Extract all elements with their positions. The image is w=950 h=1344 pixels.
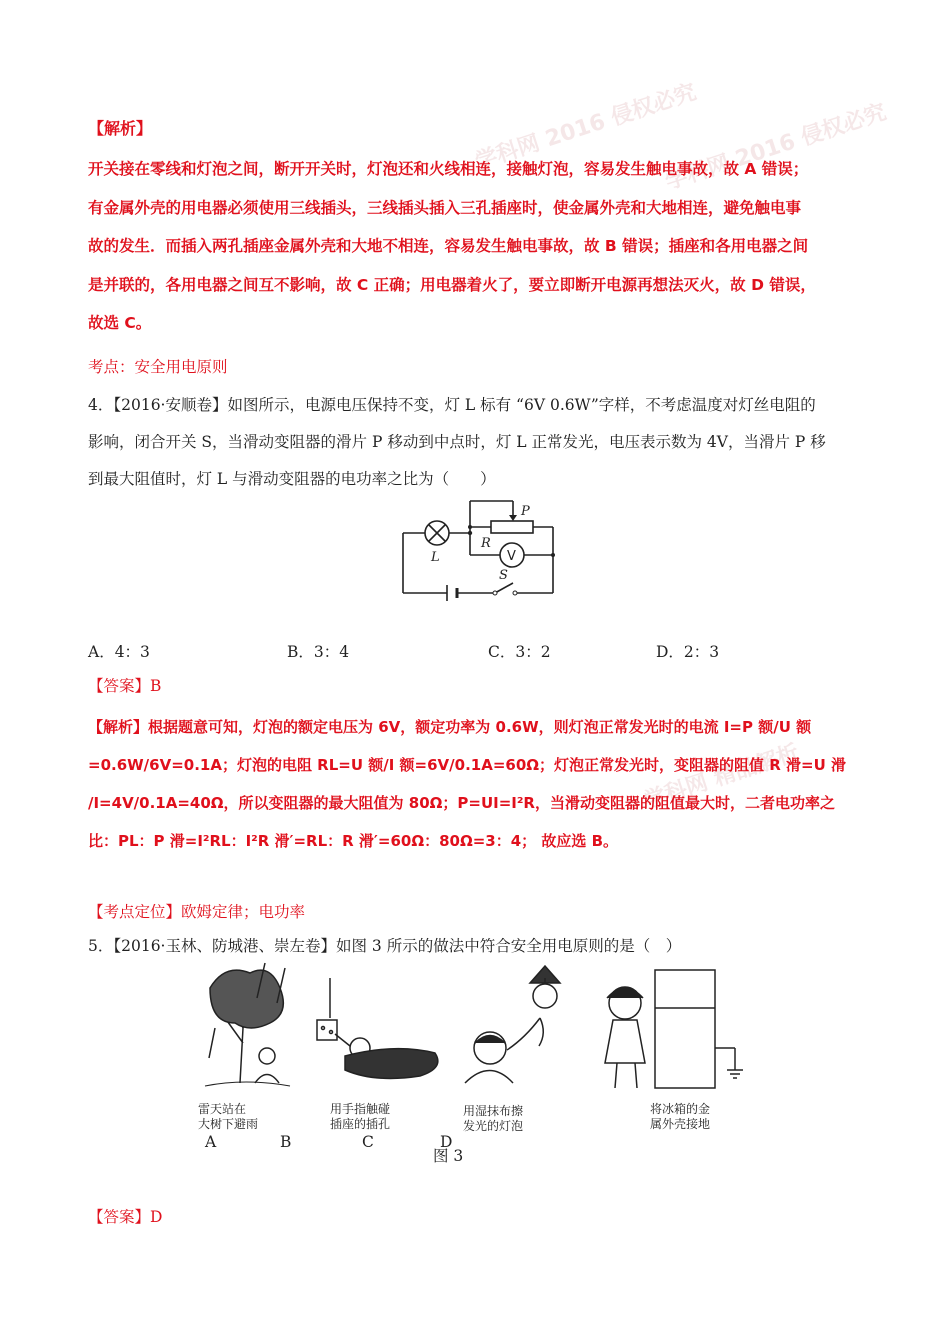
caption-line: 插座的插孔 xyxy=(330,1117,391,1131)
analysis-line: 开关接在零线和灯泡之间，断开开关时，灯泡还和火线相连，接触灯泡，容易发生触电事故，故 A 错误； xyxy=(88,160,809,178)
letter-b: B xyxy=(280,1133,292,1151)
caption-line: 属外壳接地 xyxy=(650,1117,711,1131)
option-d: D．2：3 xyxy=(656,643,720,661)
caption-line: 大树下避雨 xyxy=(198,1117,259,1131)
caption-c xyxy=(463,1104,523,1134)
fridge-grounding-illustration xyxy=(605,970,743,1088)
caption-line: 用手指触碰 xyxy=(330,1102,391,1116)
watermark: 学科网 精品解析 xyxy=(640,740,803,815)
watermark: 学科网 2016 侵权必究 xyxy=(662,99,890,195)
analysis-line: 有金属外壳的用电器必须使用三线插头，三线插头插入三孔插座时，使金属外壳和大地相连，避免触电事 xyxy=(88,198,802,217)
question-4 xyxy=(88,387,868,498)
caption-d xyxy=(650,1102,710,1132)
question-line: 影响，闭合开关 S，当滑动变阻器的滑片 P 移动到中点时，灯 L 正常发光，电压表示数为 4V，当滑片 P 移 xyxy=(88,433,826,451)
slider-label: P xyxy=(521,504,530,519)
rheostat-label: R xyxy=(481,536,491,551)
analysis-line: 故选 C。 xyxy=(88,314,152,332)
switch-label: S xyxy=(499,568,508,583)
caption-line: 将冰箱的金 xyxy=(650,1102,711,1116)
answer-5: 【答案】D xyxy=(88,1208,163,1226)
letter-d: D xyxy=(440,1133,453,1151)
analysis-line: 比：PL：P 滑=I²RL：I²R 滑′=RL：R 滑′=60Ω：80Ω=3：4； 故应选 B。 xyxy=(88,832,619,850)
voltmeter-label: V xyxy=(507,549,516,564)
letter-a: A xyxy=(205,1133,217,1151)
analysis-line: 是并联的，各用电器之间互不影响，故 C 正确；用电器着火了，要立即断开电源再想法灭火，故 D 错误， xyxy=(88,275,816,294)
analysis-tag: 【解析】 xyxy=(88,119,153,138)
option-b: B．3：4 xyxy=(287,643,350,661)
answer-4: 【答案】B xyxy=(88,677,162,695)
question-line: 到最大阻值时，灯 L 与滑动变阻器的电功率之比为（ ） xyxy=(88,470,496,488)
analysis-line xyxy=(88,708,878,746)
kaodian-tag: 【考点定位】 xyxy=(88,903,182,921)
question-5: 5．【2016·玉林、防城港、崇左卷】如图 3 所示的做法中符合安全用电原则的是（ ） xyxy=(88,937,682,955)
kaodian-line: 考点：安全用电原则 xyxy=(88,358,228,376)
analysis-line: 故的发生．而插入两孔插座金属外壳和大地不相连，容易发生触电事故，故 B 错误；插座和各用电器之间 xyxy=(88,237,809,255)
question-line: 4．【2016·安顺卷】如图所示，电源电压保持不变，灯 L 标有 “6V 0.6W”字样，不考虑温度对灯丝电阻的 xyxy=(88,396,816,414)
option-c: C．3：2 xyxy=(488,643,551,661)
kaodian-text: 欧姆定律；电功率 xyxy=(181,903,306,921)
caption-line: 雷天站在 xyxy=(198,1102,247,1116)
circuit-diagram xyxy=(395,495,565,610)
caption-line: 发光的灯泡 xyxy=(463,1119,524,1133)
analysis-body xyxy=(88,150,868,343)
watermark: 学科网 2016 侵权必究 xyxy=(472,79,700,175)
tree-rain-illustration xyxy=(205,963,290,1086)
wet-cloth-bulb-illustration xyxy=(465,966,560,1083)
figure-label: 图 3 xyxy=(433,1147,464,1165)
analysis-line: /I=4V/0.1A=40Ω，所以变阻器的最大阻值为 80Ω；P=UI=I²R，当滑动变阻器的阻值最大时，二者电功率之 xyxy=(88,794,835,812)
analysis-text: 根据题意可知，灯泡的额定电压为 6V，额定功率为 0.6W，则灯泡正常发光时的电流 I=P 额/U 额 xyxy=(148,718,812,736)
analysis-4 xyxy=(88,708,878,860)
kaodian-4 xyxy=(88,900,305,922)
lamp-label: L xyxy=(431,550,440,565)
figure-3 xyxy=(195,958,755,1108)
option-a: A．4：3 xyxy=(88,643,150,661)
analysis-line: =0.6W/6V=0.1A；灯泡的电阻 RL=U 额/I 额=6V/0.1A=60Ω；灯泡正常发光时，变阻器的阻值 R 滑=U 滑 xyxy=(88,756,846,774)
analysis-tag: 【解析】 xyxy=(88,718,149,736)
caption-line: 用湿抹布擦 xyxy=(463,1104,524,1118)
caption-b xyxy=(330,1102,390,1132)
caption-a xyxy=(198,1102,258,1132)
finger-socket-illustration xyxy=(317,978,438,1078)
letter-c: C xyxy=(362,1133,374,1151)
